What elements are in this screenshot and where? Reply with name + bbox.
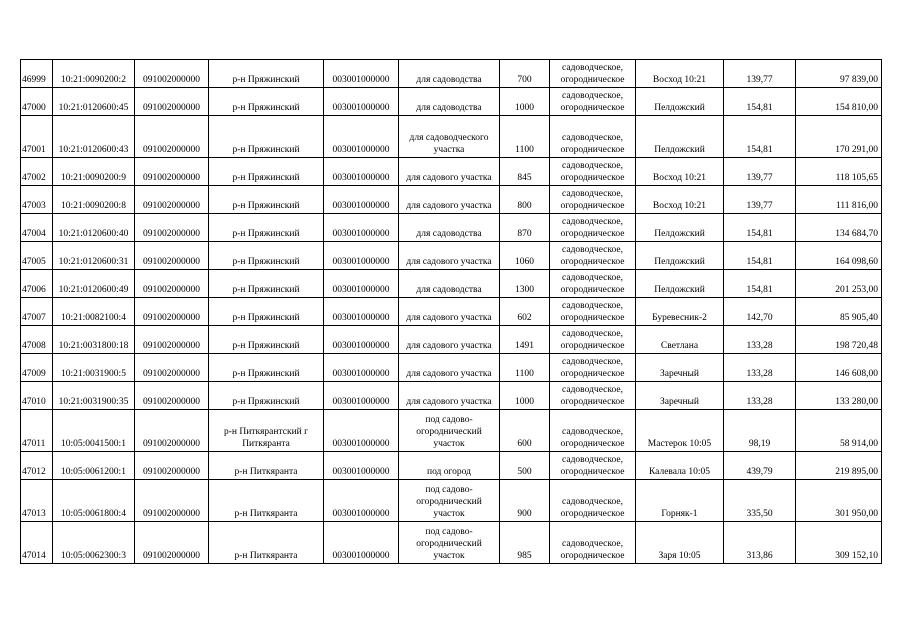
district-cell: р-н Пряжинский bbox=[209, 214, 324, 242]
table-row bbox=[21, 186, 882, 214]
row-number-cell: 47002 bbox=[21, 158, 53, 186]
association-name-cell: Заречный bbox=[636, 354, 724, 382]
association-name-cell: Пелдожский bbox=[636, 242, 724, 270]
district-cell: р-н Пряжинский bbox=[209, 298, 324, 326]
oktmo-code-cell: 003001000000 bbox=[324, 410, 399, 452]
area-cell: 700 bbox=[500, 60, 550, 88]
cadastral-value-cell: 146 608,00 bbox=[796, 354, 882, 382]
okato-code-cell: 091002000000 bbox=[135, 116, 209, 158]
district-cell: р-н Пряжинский bbox=[209, 354, 324, 382]
table-row bbox=[21, 116, 882, 158]
area-cell: 1300 bbox=[500, 270, 550, 298]
cadastral-value-cell: 134 684,70 bbox=[796, 214, 882, 242]
permitted-use-cell: для садового участка bbox=[399, 382, 500, 410]
oktmo-code-cell: 003001000000 bbox=[324, 354, 399, 382]
okato-code-cell: 091002000000 bbox=[135, 214, 209, 242]
land-category-cell: садоводческое, огородническое bbox=[550, 242, 636, 270]
cadastral-number-cell: 10:05:0062300:3 bbox=[53, 522, 135, 564]
table-row bbox=[21, 410, 882, 452]
cadastral-number-cell: 10:05:0041500:1 bbox=[53, 410, 135, 452]
permitted-use-cell: под садово-огороднический участок bbox=[399, 410, 500, 452]
land-category-cell: садоводческое, огородническое bbox=[550, 354, 636, 382]
cadastral-value-cell: 301 950,00 bbox=[796, 480, 882, 522]
row-number-cell: 47009 bbox=[21, 354, 53, 382]
permitted-use-cell: для садоводства bbox=[399, 60, 500, 88]
row-number-cell: 47006 bbox=[21, 270, 53, 298]
oktmo-code-cell: 003001000000 bbox=[324, 60, 399, 88]
association-name-cell: Калевала 10:05 bbox=[636, 452, 724, 480]
cadastral-number-cell: 10:21:0082100:4 bbox=[53, 298, 135, 326]
area-cell: 870 bbox=[500, 214, 550, 242]
row-number-cell: 47011 bbox=[21, 410, 53, 452]
permitted-use-cell: под огород bbox=[399, 452, 500, 480]
district-cell: р-н Пряжинский bbox=[209, 88, 324, 116]
land-category-cell: садоводческое, огородническое bbox=[550, 158, 636, 186]
specific-value-cell: 313,86 bbox=[724, 522, 796, 564]
cadastral-number-cell: 10:21:0120600:43 bbox=[53, 116, 135, 158]
row-number-cell: 47007 bbox=[21, 298, 53, 326]
cadastral-number-cell: 10:21:0120600:49 bbox=[53, 270, 135, 298]
specific-value-cell: 335,50 bbox=[724, 480, 796, 522]
table-row bbox=[21, 354, 882, 382]
district-cell: р-н Питкярантский г Питкяранта bbox=[209, 410, 324, 452]
row-number-cell: 47005 bbox=[21, 242, 53, 270]
oktmo-code-cell: 003001000000 bbox=[324, 88, 399, 116]
table-row bbox=[21, 480, 882, 522]
land-plots-table bbox=[20, 59, 882, 564]
permitted-use-cell: для садового участка bbox=[399, 354, 500, 382]
oktmo-code-cell: 003001000000 bbox=[324, 480, 399, 522]
area-cell: 1100 bbox=[500, 116, 550, 158]
table-row bbox=[21, 242, 882, 270]
land-category-cell: садоводческое, огородническое bbox=[550, 298, 636, 326]
row-number-cell: 47000 bbox=[21, 88, 53, 116]
area-cell: 1491 bbox=[500, 326, 550, 354]
okato-code-cell: 091002000000 bbox=[135, 88, 209, 116]
cadastral-value-cell: 201 253,00 bbox=[796, 270, 882, 298]
okato-code-cell: 091002000000 bbox=[135, 242, 209, 270]
cadastral-value-cell: 170 291,00 bbox=[796, 116, 882, 158]
association-name-cell: Восход 10:21 bbox=[636, 60, 724, 88]
table-row bbox=[21, 88, 882, 116]
specific-value-cell: 139,77 bbox=[724, 186, 796, 214]
specific-value-cell: 154,81 bbox=[724, 214, 796, 242]
cadastral-number-cell: 10:21:0120600:45 bbox=[53, 88, 135, 116]
cadastral-number-cell: 10:05:0061800:4 bbox=[53, 480, 135, 522]
cadastral-number-cell: 10:21:0120600:31 bbox=[53, 242, 135, 270]
table-row bbox=[21, 326, 882, 354]
district-cell: р-н Пряжинский bbox=[209, 270, 324, 298]
land-category-cell: садоводческое, огородническое bbox=[550, 214, 636, 242]
association-name-cell: Восход 10:21 bbox=[636, 158, 724, 186]
okato-code-cell: 091002000000 bbox=[135, 354, 209, 382]
land-category-cell: садоводческое, огородническое bbox=[550, 382, 636, 410]
permitted-use-cell: для садоводческого участка bbox=[399, 116, 500, 158]
oktmo-code-cell: 003001000000 bbox=[324, 116, 399, 158]
oktmo-code-cell: 003001000000 bbox=[324, 186, 399, 214]
oktmo-code-cell: 003001000000 bbox=[324, 242, 399, 270]
permitted-use-cell: для садоводства bbox=[399, 88, 500, 116]
oktmo-code-cell: 003001000000 bbox=[324, 326, 399, 354]
specific-value-cell: 139,77 bbox=[724, 158, 796, 186]
specific-value-cell: 154,81 bbox=[724, 270, 796, 298]
cadastral-value-cell: 219 895,00 bbox=[796, 452, 882, 480]
permitted-use-cell: для садоводства bbox=[399, 214, 500, 242]
okato-code-cell: 091002000000 bbox=[135, 452, 209, 480]
association-name-cell: Пелдожский bbox=[636, 88, 724, 116]
cadastral-number-cell: 10:21:0090200:9 bbox=[53, 158, 135, 186]
specific-value-cell: 133,28 bbox=[724, 382, 796, 410]
specific-value-cell: 142,70 bbox=[724, 298, 796, 326]
okato-code-cell: 091002000000 bbox=[135, 186, 209, 214]
association-name-cell: Заря 10:05 bbox=[636, 522, 724, 564]
row-number-cell: 47004 bbox=[21, 214, 53, 242]
association-name-cell: Пелдожский bbox=[636, 270, 724, 298]
land-category-cell: садоводческое, огородническое bbox=[550, 480, 636, 522]
cadastral-value-cell: 85 905,40 bbox=[796, 298, 882, 326]
okato-code-cell: 091002000000 bbox=[135, 326, 209, 354]
row-number-cell: 47003 bbox=[21, 186, 53, 214]
cadastral-value-cell: 97 839,00 bbox=[796, 60, 882, 88]
cadastral-value-cell: 118 105,65 bbox=[796, 158, 882, 186]
district-cell: р-н Питкяранта bbox=[209, 452, 324, 480]
oktmo-code-cell: 003001000000 bbox=[324, 522, 399, 564]
permitted-use-cell: под садово-огороднический участок bbox=[399, 522, 500, 564]
land-category-cell: садоводческое, огородническое bbox=[550, 410, 636, 452]
oktmo-code-cell: 003001000000 bbox=[324, 452, 399, 480]
district-cell: р-н Пряжинский bbox=[209, 326, 324, 354]
district-cell: р-н Питкяранта bbox=[209, 480, 324, 522]
permitted-use-cell: для садового участка bbox=[399, 158, 500, 186]
area-cell: 800 bbox=[500, 186, 550, 214]
area-cell: 1000 bbox=[500, 382, 550, 410]
cadastral-number-cell: 10:21:0120600:40 bbox=[53, 214, 135, 242]
okato-code-cell: 091002000000 bbox=[135, 382, 209, 410]
table-row bbox=[21, 158, 882, 186]
area-cell: 1000 bbox=[500, 88, 550, 116]
okato-code-cell: 091002000000 bbox=[135, 270, 209, 298]
association-name-cell: Буревесник-2 bbox=[636, 298, 724, 326]
association-name-cell: Заречный bbox=[636, 382, 724, 410]
table-row bbox=[21, 270, 882, 298]
permitted-use-cell: под садово-огороднический участок bbox=[399, 480, 500, 522]
area-cell: 602 bbox=[500, 298, 550, 326]
row-number-cell: 47001 bbox=[21, 116, 53, 158]
association-name-cell: Горняк-1 bbox=[636, 480, 724, 522]
row-number-cell: 47012 bbox=[21, 452, 53, 480]
okato-code-cell: 091002000000 bbox=[135, 480, 209, 522]
specific-value-cell: 154,81 bbox=[724, 88, 796, 116]
cadastral-value-cell: 111 816,00 bbox=[796, 186, 882, 214]
okato-code-cell: 091002000000 bbox=[135, 410, 209, 452]
area-cell: 985 bbox=[500, 522, 550, 564]
land-category-cell: садоводческое, огородническое bbox=[550, 270, 636, 298]
association-name-cell: Светлана bbox=[636, 326, 724, 354]
cadastral-value-cell: 309 152,10 bbox=[796, 522, 882, 564]
district-cell: р-н Пряжинский bbox=[209, 382, 324, 410]
cadastral-value-cell: 133 280,00 bbox=[796, 382, 882, 410]
cadastral-number-cell: 10:21:0031800:18 bbox=[53, 326, 135, 354]
association-name-cell: Пелдожский bbox=[636, 116, 724, 158]
okato-code-cell: 091002000000 bbox=[135, 60, 209, 88]
specific-value-cell: 98,19 bbox=[724, 410, 796, 452]
table-row bbox=[21, 298, 882, 326]
row-number-cell: 46999 bbox=[21, 60, 53, 88]
land-category-cell: садоводческое, огородническое bbox=[550, 186, 636, 214]
specific-value-cell: 133,28 bbox=[724, 354, 796, 382]
area-cell: 500 bbox=[500, 452, 550, 480]
land-category-cell: садоводческое, огородническое bbox=[550, 452, 636, 480]
oktmo-code-cell: 003001000000 bbox=[324, 214, 399, 242]
specific-value-cell: 154,81 bbox=[724, 242, 796, 270]
cadastral-value-cell: 164 098,60 bbox=[796, 242, 882, 270]
area-cell: 900 bbox=[500, 480, 550, 522]
row-number-cell: 47013 bbox=[21, 480, 53, 522]
area-cell: 1100 bbox=[500, 354, 550, 382]
cadastral-number-cell: 10:21:0031900:5 bbox=[53, 354, 135, 382]
document-page bbox=[20, 59, 882, 564]
land-category-cell: садоводческое, огородническое bbox=[550, 60, 636, 88]
table-row bbox=[21, 214, 882, 242]
permitted-use-cell: для садового участка bbox=[399, 298, 500, 326]
oktmo-code-cell: 003001000000 bbox=[324, 382, 399, 410]
association-name-cell: Мастерок 10:05 bbox=[636, 410, 724, 452]
okato-code-cell: 091002000000 bbox=[135, 522, 209, 564]
permitted-use-cell: для садоводства bbox=[399, 270, 500, 298]
table-row bbox=[21, 452, 882, 480]
table-row bbox=[21, 60, 882, 88]
specific-value-cell: 439,79 bbox=[724, 452, 796, 480]
cadastral-value-cell: 58 914,00 bbox=[796, 410, 882, 452]
okato-code-cell: 091002000000 bbox=[135, 158, 209, 186]
specific-value-cell: 133,28 bbox=[724, 326, 796, 354]
okato-code-cell: 091002000000 bbox=[135, 298, 209, 326]
permitted-use-cell: для садового участка bbox=[399, 186, 500, 214]
cadastral-number-cell: 10:21:0090200:2 bbox=[53, 60, 135, 88]
cadastral-number-cell: 10:21:0031900:35 bbox=[53, 382, 135, 410]
cadastral-value-cell: 198 720,48 bbox=[796, 326, 882, 354]
cadastral-value-cell: 154 810,00 bbox=[796, 88, 882, 116]
oktmo-code-cell: 003001000000 bbox=[324, 298, 399, 326]
oktmo-code-cell: 003001000000 bbox=[324, 158, 399, 186]
district-cell: р-н Пряжинский bbox=[209, 242, 324, 270]
district-cell: р-н Питкяранта bbox=[209, 522, 324, 564]
land-category-cell: садоводческое, огородническое bbox=[550, 88, 636, 116]
association-name-cell: Пелдожский bbox=[636, 214, 724, 242]
row-number-cell: 47014 bbox=[21, 522, 53, 564]
district-cell: р-н Пряжинский bbox=[209, 60, 324, 88]
area-cell: 845 bbox=[500, 158, 550, 186]
association-name-cell: Восход 10:21 bbox=[636, 186, 724, 214]
district-cell: р-н Пряжинский bbox=[209, 116, 324, 158]
cadastral-number-cell: 10:21:0090200:8 bbox=[53, 186, 135, 214]
oktmo-code-cell: 003001000000 bbox=[324, 270, 399, 298]
table-row bbox=[21, 382, 882, 410]
row-number-cell: 47010 bbox=[21, 382, 53, 410]
district-cell: р-н Пряжинский bbox=[209, 186, 324, 214]
district-cell: р-н Пряжинский bbox=[209, 158, 324, 186]
row-number-cell: 47008 bbox=[21, 326, 53, 354]
cadastral-number-cell: 10:05:0061200:1 bbox=[53, 452, 135, 480]
land-category-cell: садоводческое, огородническое bbox=[550, 326, 636, 354]
specific-value-cell: 154,81 bbox=[724, 116, 796, 158]
permitted-use-cell: для садового участка bbox=[399, 242, 500, 270]
area-cell: 600 bbox=[500, 410, 550, 452]
table-row bbox=[21, 522, 882, 564]
land-category-cell: садоводческое, огородническое bbox=[550, 522, 636, 564]
permitted-use-cell: для садового участка bbox=[399, 326, 500, 354]
area-cell: 1060 bbox=[500, 242, 550, 270]
land-category-cell: садоводческое, огородническое bbox=[550, 116, 636, 158]
specific-value-cell: 139,77 bbox=[724, 60, 796, 88]
